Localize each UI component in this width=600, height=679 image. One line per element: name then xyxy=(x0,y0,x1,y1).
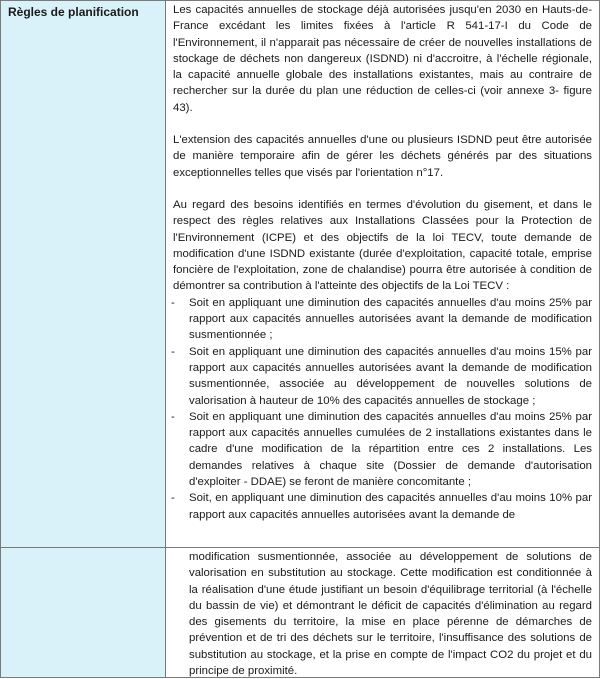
list-item-continuation: modification susmentionnée, associée au développement de solutions de valorisation en substitution au stockage. Cette modification est conditionnée à la réalisation d'une étude justifiant un besoin d'équilibrage territorial (à l'échelle du bassin de vie) et démontrant le déficit de capacités d'élimination au regard des gisements du territoire, la mise en place pérenne de démarches de prévention et de tri des déchets sur le territoire, l'insuffisance des solutions de substitution au stockage, et la prise en compte de l'impact CO2 du projet et du principe de proximité. xyxy=(189,551,592,678)
content-cell xyxy=(166,0,600,548)
bullet-dash: - xyxy=(171,345,175,358)
bullet-dash: - xyxy=(171,492,175,505)
label-cell-continued xyxy=(0,548,166,678)
label-cell xyxy=(0,0,166,548)
content-text-continued xyxy=(166,548,600,679)
list-item xyxy=(173,490,592,523)
content-cell-continued xyxy=(166,548,600,678)
bullet-dash: - xyxy=(171,410,175,423)
content-text xyxy=(166,1,600,523)
list-item xyxy=(173,344,592,409)
paragraph-requirements: Au regard des besoins identifiés en termes d'évolution du gisement, et dans le respect des règles relatives aux Installations Classées pour la Protection de l'Environnement (ICPE) et des objectifs de la loi TECV, toute demande de modification d'une ISDND existante (durée d'exploitation, capacité totale, emprise foncière de l'exploitation, zone de chalandise) pourra être autorisée à condition de démontrer sa contribution à l'atteinte des objectifs de la Loi TECV : xyxy=(173,198,592,293)
list-item-text: Soit, en appliquant une diminution des capacités annuelles d'au moins 10% par rapport aux capacités annuelles autorisées avant la demande de xyxy=(189,492,592,521)
list-item xyxy=(173,295,592,344)
list-item-text: Soit en appliquant une diminution des capacités annuelles d'au moins 15% par rapport aux capacités annuelles autorisées avant la demande de modification susmentionnée, associée au développement de nouvelles solutions de valorisation à hauteur de 10% des capacités annuelles de stockage ; xyxy=(189,345,592,407)
row-label: Règles de planification xyxy=(8,5,139,19)
paragraph-storage-capacity: Les capacités annuelles de stockage déjà autorisées jusqu'en 2030 en Hauts-de-France excédant les limites fixées à l'article R 541-17-I du Code de l'Environnement, il n'apparait pas nécessaire de créer de nouvelles installations de stockage de déchets non dangereux (ISDND) ni d'accroitre, à l'échelle régionale, la capacité annuelle globale des installations existantes, mais au contraire de rechercher sur la durée du plan une réduction de celles-ci (voir annexe 3- figure 43). xyxy=(173,4,592,114)
list-item-text: Soit en appliquant une diminution des capacités annuelles d'au moins 25% par rapport aux capacités annuelles autorisées avant la demande de modification susmentionnée ; xyxy=(189,296,592,342)
list-item-text: Soit en appliquant une diminution des capacités annuelles d'au moins 25% par rapport aux capacités annuelles cumulées de 2 installations existantes dans le cadre d'une modification de la répartition entre ces 2 installations. Les demandes relatives à chaque site (Dossier de demande d'autorisation d'exploiter - DDAE) se feront de manière concomitante ; xyxy=(189,410,592,489)
list-item xyxy=(173,409,592,490)
bullet-dash: - xyxy=(171,296,175,309)
paragraph-extension: L'extension des capacités annuelles d'une ou plusieurs ISDND peut être autorisée de manière temporaire afin de gérer les déchets générés par des situations exceptionnelles telles que visés par l'orientation n°17. xyxy=(173,134,592,179)
